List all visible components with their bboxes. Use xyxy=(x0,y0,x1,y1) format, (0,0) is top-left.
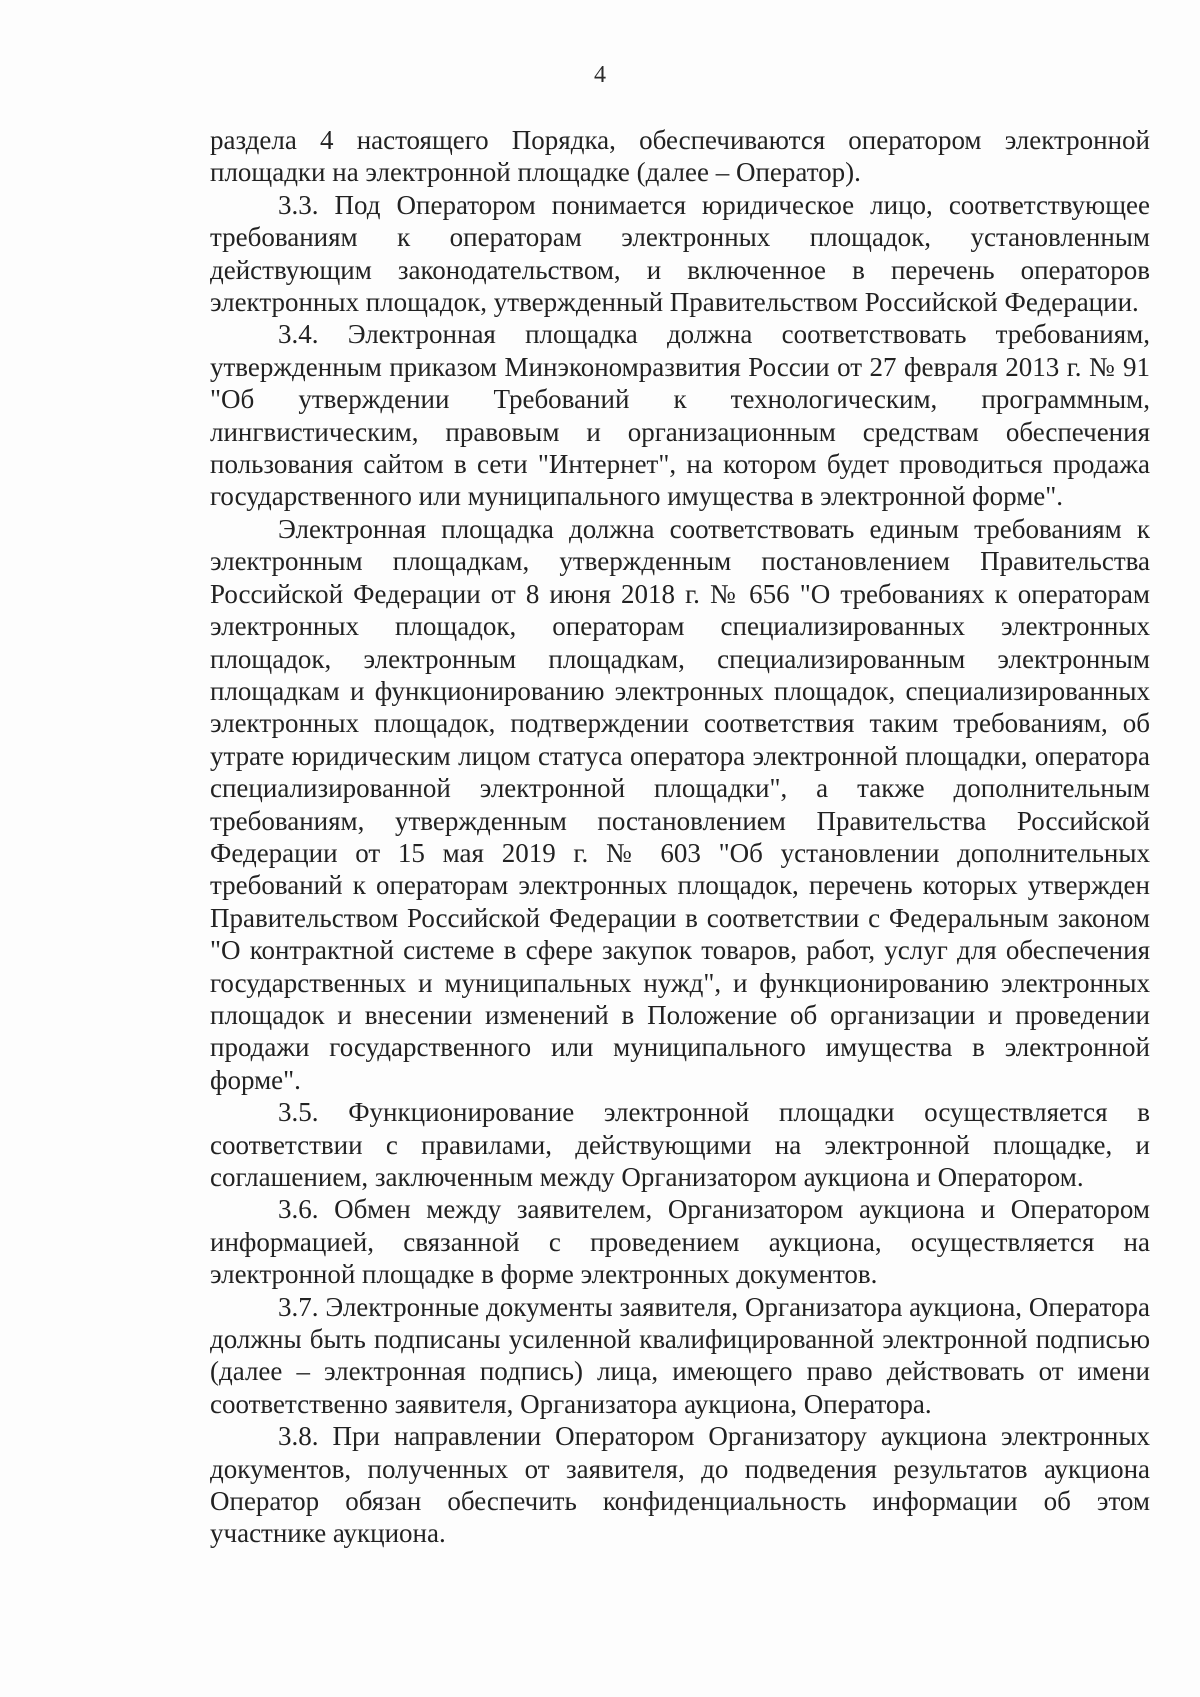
paragraph-3-6: 3.6. Обмен между заявителем, Организатором аукциона и Оператором информацией, связанной с проведением аукциона, осуществляется на электронной площадке в форме электронных документов. xyxy=(210,1194,1150,1290)
paragraph-3-4: 3.4. Электронная площадка должна соответствовать требованиям, утвержденным приказом Минэкономразвития России от 27 февраля 2013 г. № 91 "Об утверждении Требований к технологическим, программным, лингвистическим, правовым и организационным средствам обеспечения пользования сайтом в сети "Интернет", на котором будет проводиться продажа государственного или муниципального имущества в электронной форме". xyxy=(210,319,1150,512)
document-body xyxy=(210,124,1150,1550)
paragraph-continuation: раздела 4 настоящего Порядка, обеспечиваются оператором электронной площадки на электронной площадке (далее – Оператор). xyxy=(210,125,1150,188)
paragraph-3-7: 3.7. Электронные документы заявителя, Организатора аукциона, Оператора должны быть подписаны усиленной квалифицированной электронной подписью (далее – электронная подпись) лица, имеющего право действовать от имени соответственно заявителя, Организатора аукциона, Оператора. xyxy=(210,1291,1150,1419)
page-number: 4 xyxy=(594,62,606,88)
paragraph-3-3: 3.3. Под Оператором понимается юридическое лицо, соответствующее требованиям к операторам электронных площадок, установленным действующим законодательством, и включенное в перечень операторов электронных площадок, утвержденный Правительством Российской Федерации. xyxy=(210,189,1150,318)
paragraph-3-8: 3.8. При направлении Оператором Организатору аукциона электронных документов, полученных от заявителя, до подведения результатов аукциона Оператор обязан обеспечить конфиденциальность информации об этом участнике аукциона. xyxy=(210,1421,1150,1549)
paragraph-3-4-continued: Электронная площадка должна соответствовать единым требованиям к электронным площадкам, утвержденным постановлением Правительства Российской Федерации от 8 июня 2018 г. № 656 "О требованиях к операторам электронных площадок, операторам специализированных электронных площадок, электронным площадкам, специализированным электронным площадкам и функционированию электронных площадок, специализированных электронных площадок, подтверждении соответствия таким требованиям, об утрате юридическим лицом статуса оператора электронной площадки, оператора специализированной электронной площадки", а также дополнительным требованиям, утвержденным постановлением Правительства Российской Федерации от 15 мая 2019 г. № 603 "Об установлении дополнительных требований к операторам электронных площадок, перечень которых утвержден Правительством Российской Федерации в соответствии с Федеральным законом "О контрактной системе в сфере закупок товаров, работ, услуг для обеспечения государственных и муниципальных нужд", и функционированию электронных площадок и внесении изменений в Положение об организации и проведении продажи государственного или муниципального имущества в электронной форме". xyxy=(210,513,1150,1095)
paragraph-3-5: 3.5. Функционирование электронной площадки осуществляется в соответствии с правилами, действующими на электронной площадке, и соглашением, заключенным между Организатором аукциона и Оператором. xyxy=(210,1097,1150,1192)
